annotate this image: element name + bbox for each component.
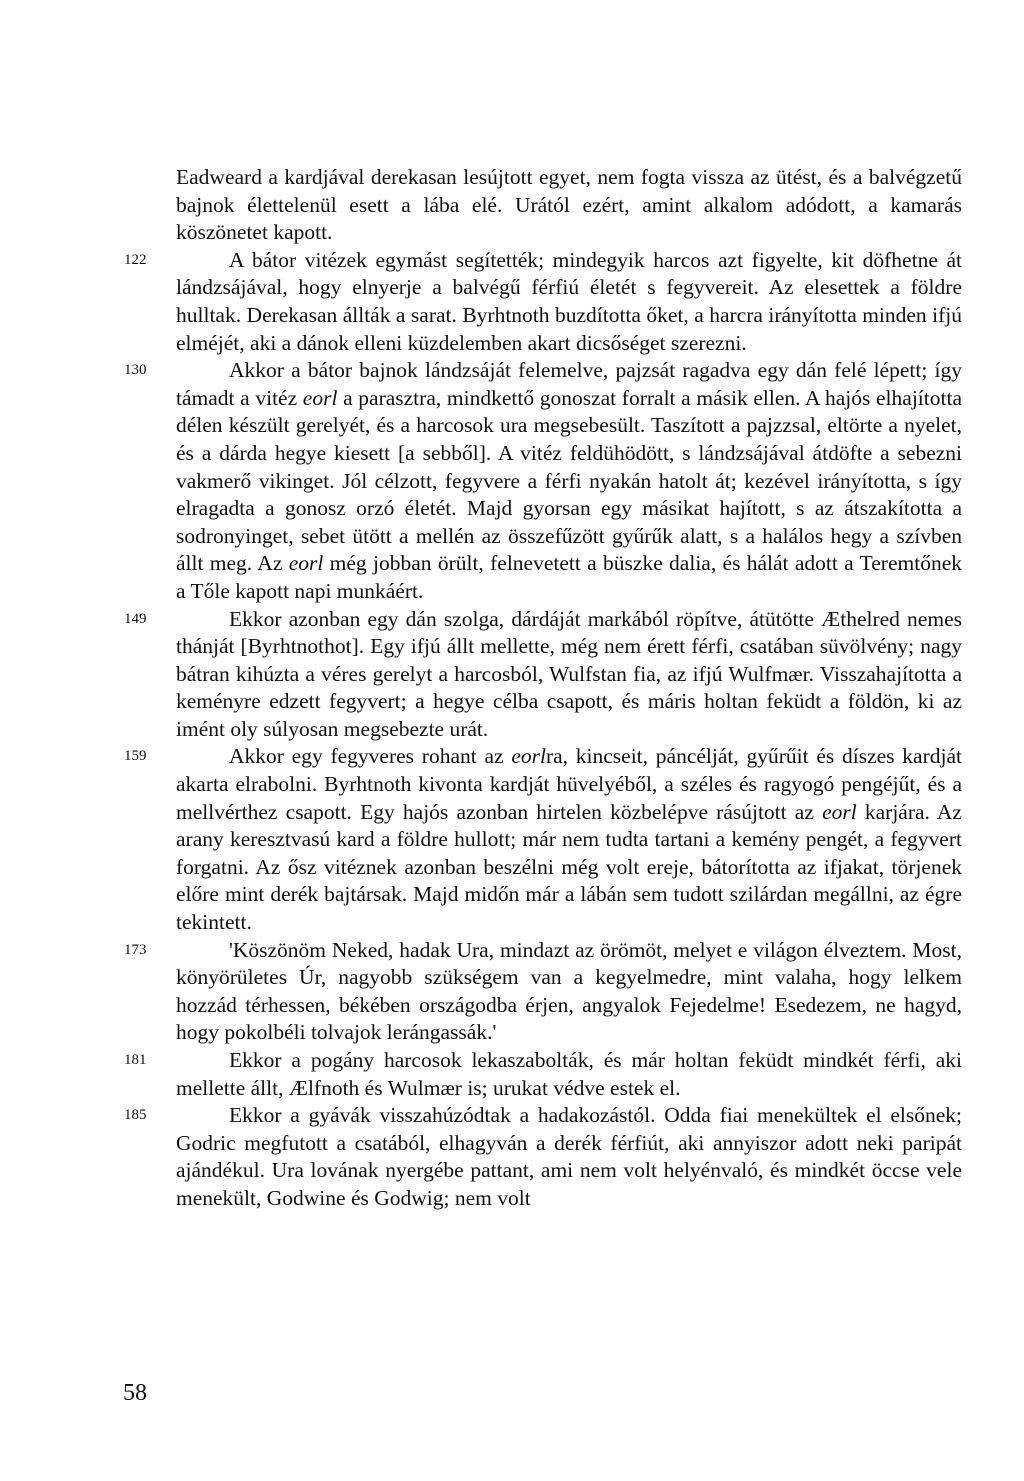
paragraph-2: [124, 247, 962, 357]
paragraph-text: Ekkor a pogány harcosok lekaszabolták, és már holtan feküdt mindkét férfi, aki mellette állt, Ælfnoth és Wulmær is; urukat védve estek el.: [176, 1048, 962, 1100]
paragraph-4: [124, 606, 962, 744]
line-number: 122: [124, 251, 147, 268]
paragraph-text: Akkor a bátor bajnok lándzsáját felemelve, pajzsát ragadva egy dán felé lépett; így támadt a vitéz: [176, 358, 962, 410]
paragraph-text: a parasztra, mindkettő gonoszat forralt a másik ellen. A hajós elhajította délen készült gerelyét, és a harcosok ura megsebesült. Taszított a pajzzsal, eltörte a nyelet, és a dárda hegye kiesett [a sebből]. A vitéz feldühödött, s lándzsájával átdöfte a sebezni vakmerő vikinget. Jól célzott, fegyvere a férfi nyakán hatolt át; kezével irányította, s így elragadta a gonosz orzó életét. Majd gyorsan egy másikat hajított, s az átszakította a sodronyinget, sebet ütött a mellén az összefűzött gyűrűk alatt, s a halálos hegy a szívben állt meg. Az: [176, 385, 962, 576]
italic-term: eorl: [511, 744, 546, 769]
italic-term: eorl: [288, 551, 324, 576]
page-number: 58: [123, 1380, 147, 1406]
paragraph-6: [124, 937, 962, 1047]
paragraph-text: 'Köszönöm Neked, hadak Ura, mindazt az örömöt, melyet e világon élveztem. Most, könyörületes Úr, nagyobb szükségem van a kegyelmedre, mint valaha, hogy lelkem hozzád térhessen, békében országodba érjen, angyalok Fejedelme! Esedezem, ne hagyd, hogy pokolbéli tolvajok lerángassák.': [176, 937, 962, 1045]
paragraph-text: karjára. Az arany keresztvasú kard a földre hullott; már nem tudta tartani a kemény pengét, a fegyvert forgatni. Az ősz vitéznek azonban beszélni még volt ereje, bátorította az ifjakat, törjenek előre mint derék bajtársak. Majd midőn már a lábán sem tudott szilárdan megállni, az égre tekintett.: [176, 799, 962, 935]
line-number: 181: [124, 1052, 147, 1068]
paragraph-text: Eadweard a kardjával derekasan lesújtott egyet, nem fogta vissza az ütést, és a balvégzetű bajnok élettelenül esett a lába elé. Urától ezért, amint alkalom adódott, a kamarás köszönetet kapott.: [176, 165, 962, 245]
line-number: 173: [124, 941, 147, 958]
paragraph-5: [124, 743, 962, 936]
line-number: 149: [124, 610, 147, 627]
line-number: 185: [124, 1107, 147, 1124]
line-number: 159: [124, 748, 147, 765]
body-text: [124, 164, 962, 1213]
paragraph-text: Ekkor azonban egy dán szolga, dárdáját markából röpítve, átütötte Æthelred nemes thánját [Byrhtnothot]. Egy ifjú állt mellette, még nem érett férfi, csatában süvölvény; nagy bátran kihúzta a véres gerelyt a harcosból, Wulfstan fia, az ifjú Wulfmær. Visszahajította a keményre edzett fegyvert; a hegye célba csapott, és máris holtan feküdt a földön, ki az imént oly súlyosan megsebezte urát.: [176, 606, 962, 741]
paragraph-1: [176, 164, 962, 247]
paragraph-text: ra, kincseit, páncélját, gyűrűit és díszes kardját akarta elrabolni. Byrhtnoth kivonta kardját hüvelyéből, a széles és ragyogó pengéjűt, és a mellvérthez csapott. Egy hajós azonban hirtelen közbelépve rásújtott az: [176, 744, 962, 824]
paragraph-7: [124, 1047, 962, 1102]
italic-term: eorl: [302, 385, 338, 410]
paragraph-text: Akkor egy fegyveres rohant az: [229, 744, 512, 769]
paragraph-8: [124, 1102, 962, 1212]
paragraph-text: A bátor vitézek egymást segítették; mindegyik harcos azt figyelte, kit döfhetne át lándzsájával, hogy elnyerje a balvégű férfiú életét s fegyvereit. Az elesettek a földre hulltak. Derekasan állták a sarat. Byrhtnoth buzdította őket, a harcra irányította minden ifjú elméjét, aki a dánok elleni küzdelemben akart dicsőséget szerezni.: [176, 247, 962, 355]
line-number: 130: [124, 362, 147, 379]
italic-term: eorl: [822, 799, 857, 824]
paragraph-3: [124, 357, 962, 605]
paragraph-text: még jobban örült, felnevetett a büszke dalia, és hálát adott a Teremtőnek a Tőle kapott napi munkáért.: [176, 551, 962, 603]
paragraph-text: Ekkor a gyávák visszahúzódtak a hadakozástól. Odda fiai menekültek el elsőnek; Godric megfutott a csatából, elhagyván a derék férfiút, aki annyiszor adott neki paripát ajándékul. Ura lovának nyergébe pattant, ami nem volt helyénvaló, és mindkét öccse vele menekült, Godwine és Godwig; nem volt: [176, 1103, 962, 1210]
